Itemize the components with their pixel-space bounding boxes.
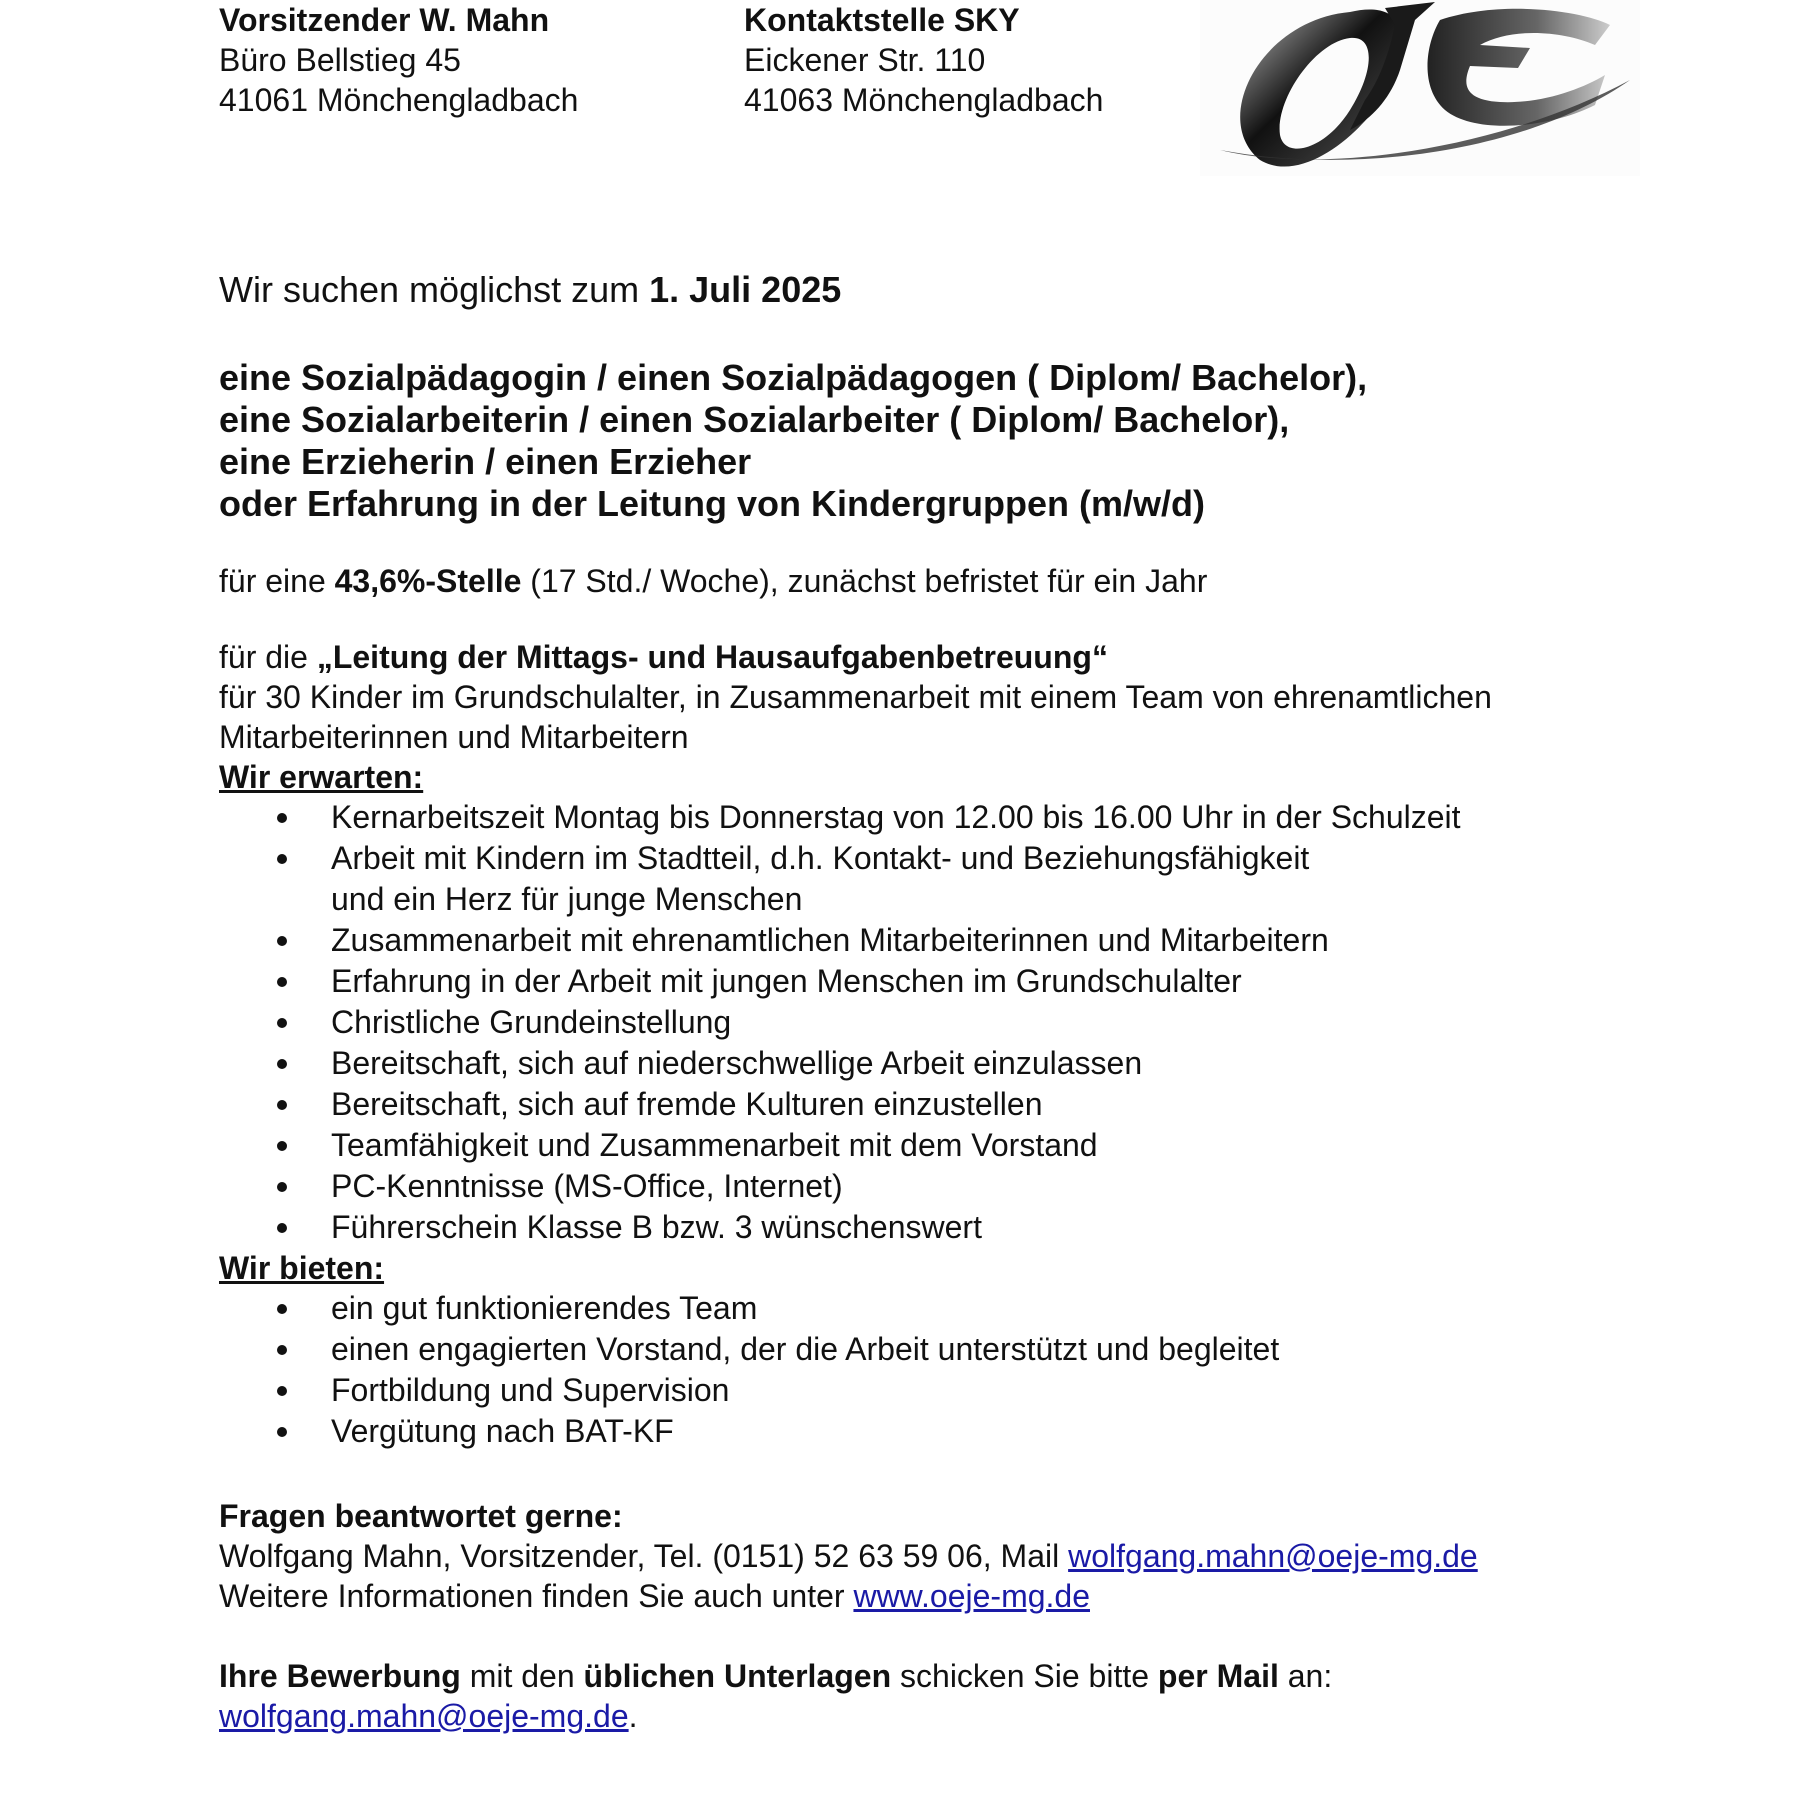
list-item: PC-Kenntnisse (MS-Office, Internet) <box>219 1166 1619 1207</box>
list-item: Führerschein Klasse B bzw. 3 wünschenswert <box>219 1207 1619 1248</box>
scope-prefix: für eine <box>219 563 335 599</box>
address-block-chairman <box>219 0 578 120</box>
role-description: für 30 Kinder im Grundschulalter, in Zusammenarbeit mit einem Team von ehrenamtlichen <box>219 679 1492 715</box>
list-item: ein gut funktionierendes Team <box>219 1288 1619 1329</box>
chairman-street: Büro Bellstieg 45 <box>219 42 461 78</box>
bullet-icon <box>277 1386 287 1396</box>
bullet-icon <box>277 813 287 823</box>
bullet-icon <box>277 854 287 864</box>
offers-list <box>219 1288 1619 1452</box>
bullet-icon <box>277 1059 287 1069</box>
bullet-icon <box>277 936 287 946</box>
bullet-icon <box>277 1141 287 1151</box>
contact-line-phone-mail: Wolfgang Mahn, Vorsitzender, Tel. (0151) 52 63 59 06, Mail wolfgang.mahn@oeje-mg.de <box>219 1538 1478 1574</box>
role-title: „Leitung der Mittags- und Hausaufgabenbetreuung“ <box>316 639 1108 675</box>
role-prefix: für die <box>219 639 317 675</box>
intro-sentence <box>219 268 1619 312</box>
positions-list <box>219 357 1619 525</box>
role-title-line <box>219 637 1619 677</box>
scope-suffix: (17 Std./ Woche), zunächst befristet für ein Jahr <box>521 563 1208 599</box>
list-item: Erfahrung in der Arbeit mit jungen Menschen im Grundschulalter <box>219 961 1619 1002</box>
position-scope <box>219 561 1619 601</box>
bullet-icon <box>277 977 287 987</box>
list-item: Fortbildung und Supervision <box>219 1370 1619 1411</box>
contact-point-city: 41063 Mönchengladbach <box>744 82 1104 118</box>
list-item: Bereitschaft, sich auf fremde Kulturen einzustellen <box>219 1084 1619 1125</box>
bullet-icon <box>277 1018 287 1028</box>
contact-email-link[interactable]: wolfgang.mahn@oeje-mg.de <box>1068 1538 1478 1574</box>
website-link[interactable]: www.oeje-mg.de <box>853 1578 1090 1614</box>
list-item: Vergütung nach BAT-KF <box>219 1411 1619 1452</box>
organization-logo <box>1200 0 1640 176</box>
chairman-name: Vorsitzender W. Mahn <box>219 2 550 38</box>
bullet-icon <box>277 1223 287 1233</box>
contact-line-website: Weitere Informationen finden Sie auch unter www.oeje-mg.de <box>219 1578 1090 1614</box>
main-content <box>219 268 1619 1736</box>
list-item: Kernarbeitszeit Montag bis Donnerstag von 12.00 bis 16.00 Uhr in der Schulzeit <box>219 797 1619 838</box>
position-line: eine Sozialarbeiterin / einen Sozialarbeiter ( Diplom/ Bachelor), <box>219 399 1290 440</box>
start-date: 1. Juli 2025 <box>649 269 842 310</box>
offers-heading: Wir bieten: <box>219 1250 385 1286</box>
list-item: Bereitschaft, sich auf niederschwellige Arbeit einzulassen <box>219 1043 1619 1084</box>
chairman-city: 41061 Mönchengladbach <box>219 82 579 118</box>
expectations-list <box>219 797 1619 1248</box>
contact-heading: Fragen beantwortet gerne: <box>219 1498 623 1534</box>
bullet-icon <box>277 1100 287 1110</box>
bullet-icon <box>277 1427 287 1437</box>
address-block-contact-point <box>744 0 1103 120</box>
list-item: Teamfähigkeit und Zusammenarbeit mit dem Vorstand <box>219 1125 1619 1166</box>
role-description-continued: Mitarbeiterinnen und Mitarbeitern <box>219 719 689 755</box>
list-item: Arbeit mit Kindern im Stadtteil, d.h. Kontakt- und Beziehungsfähigkeit und ein Herz für junge Menschen <box>219 838 1619 920</box>
position-line: eine Sozialpädagogin / einen Sozialpädagogen ( Diplom/ Bachelor), <box>219 357 1368 398</box>
application-email-link[interactable]: wolfgang.mahn@oeje-mg.de <box>219 1698 629 1734</box>
list-item: Zusammenarbeit mit ehrenamtlichen Mitarbeiterinnen und Mitarbeitern <box>219 920 1619 961</box>
contact-point-name: Kontaktstelle SKY <box>744 2 1020 38</box>
scope-percent: 43,6%-Stelle <box>334 563 522 599</box>
application-email-line: wolfgang.mahn@oeje-mg.de. <box>219 1698 638 1734</box>
position-line: eine Erzieherin / einen Erzieher <box>219 441 752 482</box>
application-instructions: Ihre Bewerbung mit den üblichen Unterlagen schicken Sie bitte per Mail an: <box>219 1658 1333 1694</box>
position-line: oder Erfahrung in der Leitung von Kindergruppen (m/w/d) <box>219 483 1205 524</box>
bullet-icon <box>277 1304 287 1314</box>
bullet-icon <box>277 1182 287 1192</box>
bullet-icon <box>277 1345 287 1355</box>
intro-prefix: Wir suchen möglichst zum <box>219 269 650 310</box>
expectations-heading: Wir erwarten: <box>219 759 424 795</box>
list-item: Christliche Grundeinstellung <box>219 1002 1619 1043</box>
contact-point-street: Eickener Str. 110 <box>744 42 986 78</box>
list-item: einen engagierten Vorstand, der die Arbeit unterstützt und begleitet <box>219 1329 1619 1370</box>
